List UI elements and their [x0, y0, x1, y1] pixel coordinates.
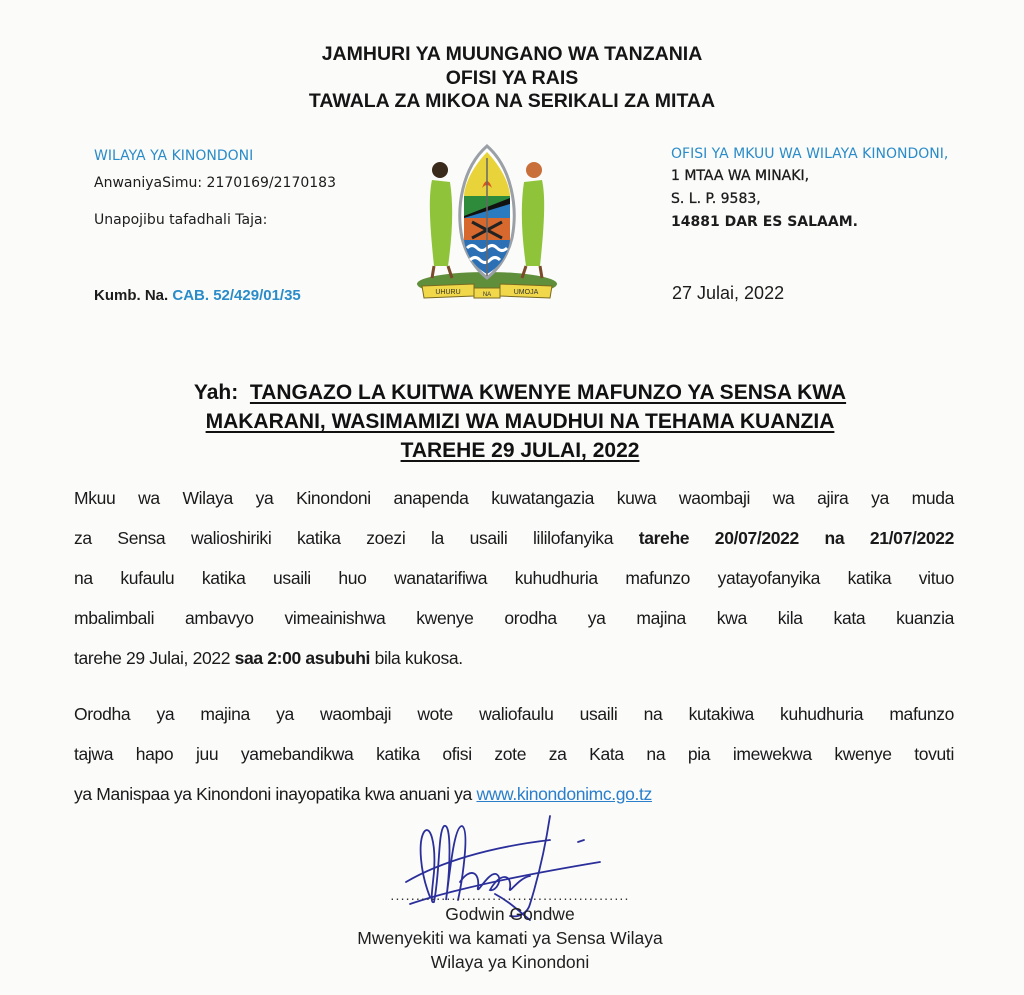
training-time: saa 2:00 asubuhi: [234, 648, 371, 668]
signatory-block: [300, 888, 720, 974]
paragraph-line: tarehe 29 Julai, 2022 saa 2:00 asubuhi bila kukosa.: [74, 648, 463, 668]
body-paragraph-2: [74, 694, 954, 814]
reference-label: Kumb. Na.: [94, 287, 169, 304]
street-address: 1 MTAA WA MINAKI,: [671, 168, 810, 184]
letter-date: 27 Julai, 2022: [672, 283, 785, 303]
coat-of-arms-icon: [412, 138, 562, 300]
signatory-title: Mwenyekiti wa kamati ya Sensa Wilaya: [357, 928, 663, 948]
subject-line-1: TANGAZO LA KUITWA KWENYE MAFUNZO YA SENSA KWA: [249, 381, 847, 404]
letterhead-line-office: OFISI YA RAIS: [445, 66, 579, 89]
subject-prefix: Yah:: [193, 381, 239, 404]
office-name: OFISI YA MKUU WA WILAYA KINONDONI,: [671, 146, 949, 162]
signatory-unit: Wilaya ya Kinondoni: [430, 952, 590, 972]
subject-heading: [80, 378, 960, 465]
subject-line-2: MAKARANI, WASIMAMIZI WA MAUDHUI NA TEHAMA KUANZIA: [205, 410, 835, 433]
paragraph-line: za Sensa walioshiriki katika zoezi la usaili lililofanyika tarehe 20/07/2022 na 21/07/2022: [74, 528, 954, 548]
reference-number: CAB. 52/429/01/35: [172, 287, 301, 304]
paragraph-line: Orodha ya majina ya waombaji wote waliofaulu usaili na kutakiwa kuhudhuria mafunzo: [74, 704, 954, 724]
website-link[interactable]: www.kinondonimc.go.tz: [476, 784, 652, 804]
body-paragraph-1: [74, 478, 954, 678]
po-box: S. L. P. 9583,: [671, 191, 761, 207]
svg-text:UHURU: UHURU: [435, 289, 461, 296]
letterhead: [0, 43, 1024, 114]
paragraph-line: na kufaulu katika usaili huo wanatarifiwa kuhudhuria mafunzo yatayofanyika katika vituo: [74, 568, 954, 588]
subject-line-3: TAREHE 29 JULAI, 2022: [400, 439, 640, 462]
paragraph-line: ya Manispaa ya Kinondoni inayopatika kwa anuani ya www.kinondonimc.go.tz: [74, 784, 652, 804]
paragraph-line: mbalimbali ambavyo vimeainishwa kwenye orodha ya majina kwa kila kata kuanzia: [74, 608, 954, 628]
letterhead-line-republic: JAMHURI YA MUUNGANO WA TANZANIA: [321, 43, 703, 65]
reply-note: Unapojibu tafadhali Taja:: [94, 212, 268, 228]
city-address: 14881 DAR ES SALAAM.: [671, 214, 858, 230]
signatory-name: Godwin Gondwe: [445, 904, 575, 924]
svg-text:UMOJA: UMOJA: [513, 289, 539, 296]
telegram-address: AnwaniyaSimu: 2170169/2170183: [94, 175, 336, 191]
letterhead-line-ministry: TAWALA ZA MIKOA NA SERIKALI ZA MITAA: [308, 90, 716, 112]
reference-number-line: [94, 287, 301, 304]
paragraph-line: Mkuu wa Wilaya ya Kinondoni anapenda kuwatangazia kuwa waombaji wa ajira ya muda: [74, 488, 954, 508]
interview-dates: tarehe 20/07/2022 na 21/07/2022: [638, 528, 954, 548]
svg-text:NA: NA: [482, 292, 492, 298]
district-name: WILAYA YA KINONDONI: [94, 148, 254, 164]
signature-line: ...............................................: [390, 887, 630, 903]
paragraph-line: tajwa hapo juu yamebandikwa katika ofisi zote za Kata na pia imewekwa kwenye tovuti: [74, 744, 954, 764]
